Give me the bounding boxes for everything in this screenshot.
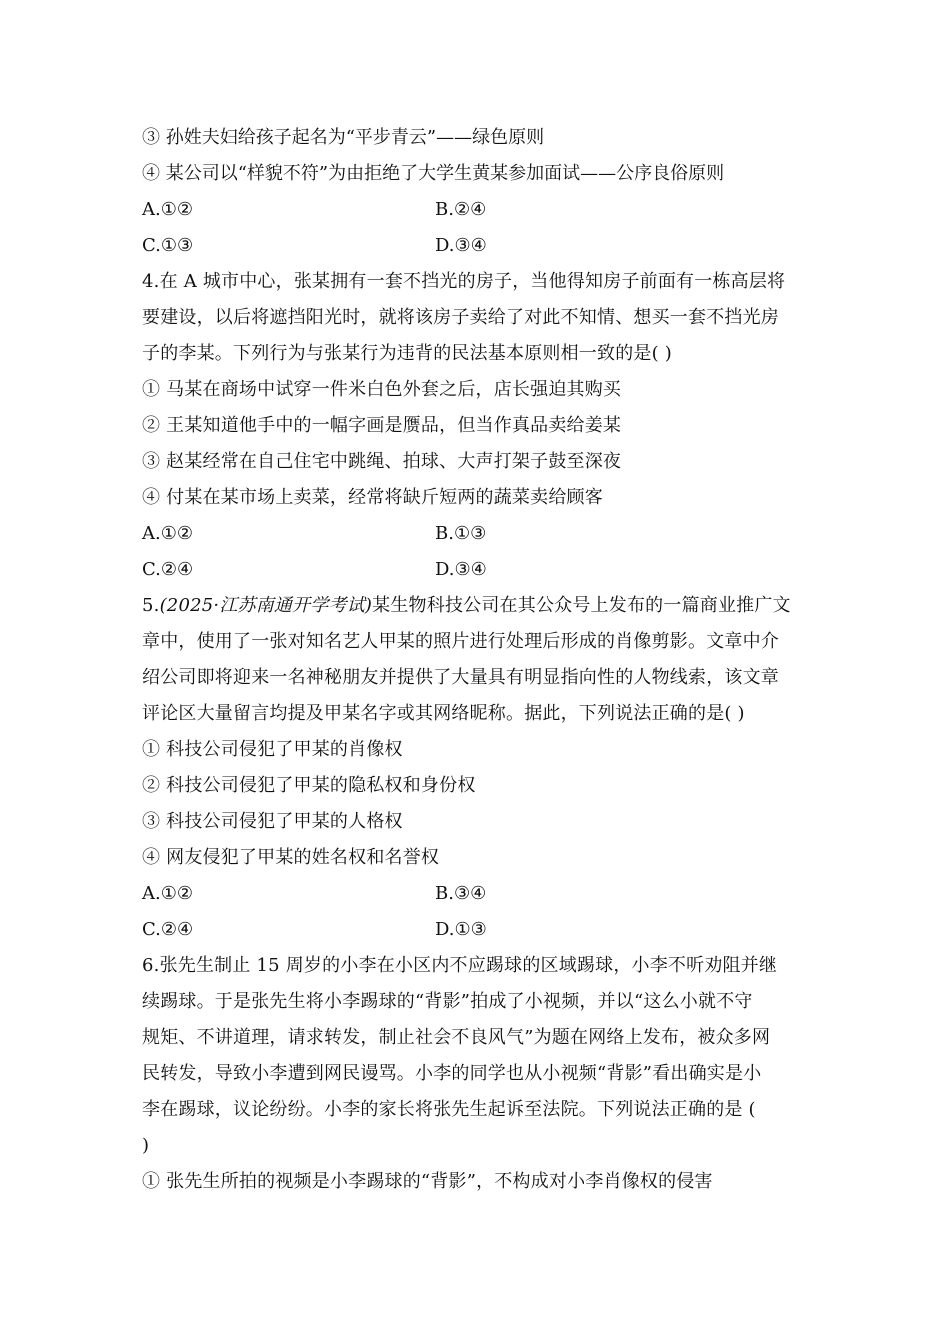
q5-item-2: ② 科技公司侵犯了甲某的隐私权和身份权 [142,775,476,796]
q5-option-b: B.③④ [435,883,487,904]
q3-option-b: B.②④ [435,199,487,220]
q6-stem-line: 续踢球。于是张先生将小李踢球的“背影”拍成了小视频，并以“这么小就不守 [142,991,753,1012]
q4-option-b: B.①③ [435,523,487,544]
q6-stem-line: 民转发，导致小李遭到网民谩骂。小李的同学也从小视频“背影”看出确实是小 [142,1063,762,1084]
q5-option-a: A.①② [142,883,193,904]
document-page [142,120,812,1200]
q5-options-row-2 [142,912,812,948]
q3-options-row-2 [142,228,812,264]
q3-item-4: ④ 某公司以“样貌不符”为由拒绝了大学生黄某参加面试——公序良俗原则 [142,163,725,184]
q4-option-d: D.③④ [435,559,487,580]
q5-item-3: ③ 科技公司侵犯了甲某的人格权 [142,811,403,832]
q6-item-1: ① 张先生所拍的视频是小李踢球的“背影”，不构成对小李肖像权的侵害 [142,1171,713,1192]
q5-option-c: C.②④ [142,919,194,940]
q5-item-1: ① 科技公司侵犯了甲某的肖像权 [142,739,403,760]
q6-stem-line: 6.张先生制止 15 周岁的小李在小区内不应踢球的区域踢球，小李不听劝阻并继 [142,955,778,976]
q6-stem-line: 李在踢球，议论纷纷。小李的家长将张先生起诉至法院。下列说法正确的是 ( [142,1099,756,1120]
q4-item-3: ③ 赵某经常在自己住宅中跳绳、拍球、大声打架子鼓至深夜 [142,451,622,472]
q6-stem-line: ) [142,1135,150,1156]
question-6 [142,948,812,1200]
question-3 [142,120,812,264]
q3-option-d: D.③④ [435,235,487,256]
question-5 [142,588,812,948]
q5-option-d: D.①③ [435,919,487,940]
q4-options-row-1 [142,516,812,552]
q4-stem-line: 4.在 A 城市中心，张某拥有一套不挡光的房子，当他得知房子前面有一栋高层将 [142,271,786,292]
q5-stem-line: 绍公司即将迎来一名神秘朋友并提供了大量具有明显指向性的人物线索，该文章 [142,667,779,688]
q5-stem-line [142,588,812,624]
q4-options-row-2 [142,552,812,588]
q4-option-a: A.①② [142,523,193,544]
q4-item-2: ② 王某知道他手中的一幅字画是赝品，但当作真品卖给姜某 [142,415,622,436]
q5-number: 5. [142,595,160,616]
q5-stem-line: 章中，使用了一张对知名艺人甲某的照片进行处理后形成的肖像剪影。文章中介 [142,631,779,652]
q3-options-row-1 [142,192,812,228]
q4-stem-line: 子的李某。下列行为与张某行为违背的民法基本原则相一致的是( ) [142,343,672,364]
q4-option-c: C.②④ [142,559,194,580]
q5-source: (2025·江苏南通开学考试) [159,595,373,616]
q3-option-a: A.①② [142,199,193,220]
q4-item-4: ④ 付某在某市场上卖菜，经常将缺斤短两的蔬菜卖给顾客 [142,487,603,508]
q4-stem-line: 要建设，以后将遮挡阳光时，就将该房子卖给了对此不知情、想买一套不挡光房 [142,307,779,328]
q5-stem-first-rest: 某生物科技公司在其公众号上发布的一篇商业推广文 [372,595,791,616]
q5-item-4: ④ 网友侵犯了甲某的姓名权和名誉权 [142,847,440,868]
q3-option-c: C.①③ [142,235,194,256]
q3-item-3: ③ 孙姓夫妇给孩子起名为“平步青云”——绿色原则 [142,127,545,148]
q5-stem-line: 评论区大量留言均提及甲某名字或其网络昵称。据此，下列说法正确的是( ) [142,703,745,724]
question-4 [142,264,812,588]
q5-options-row-1 [142,876,812,912]
q4-item-1: ① 马某在商场中试穿一件米白色外套之后，店长强迫其购买 [142,379,622,400]
q6-stem-line: 规矩、不讲道理，请求转发，制止社会不良风气”为题在网络上发布，被众多网 [142,1027,771,1048]
